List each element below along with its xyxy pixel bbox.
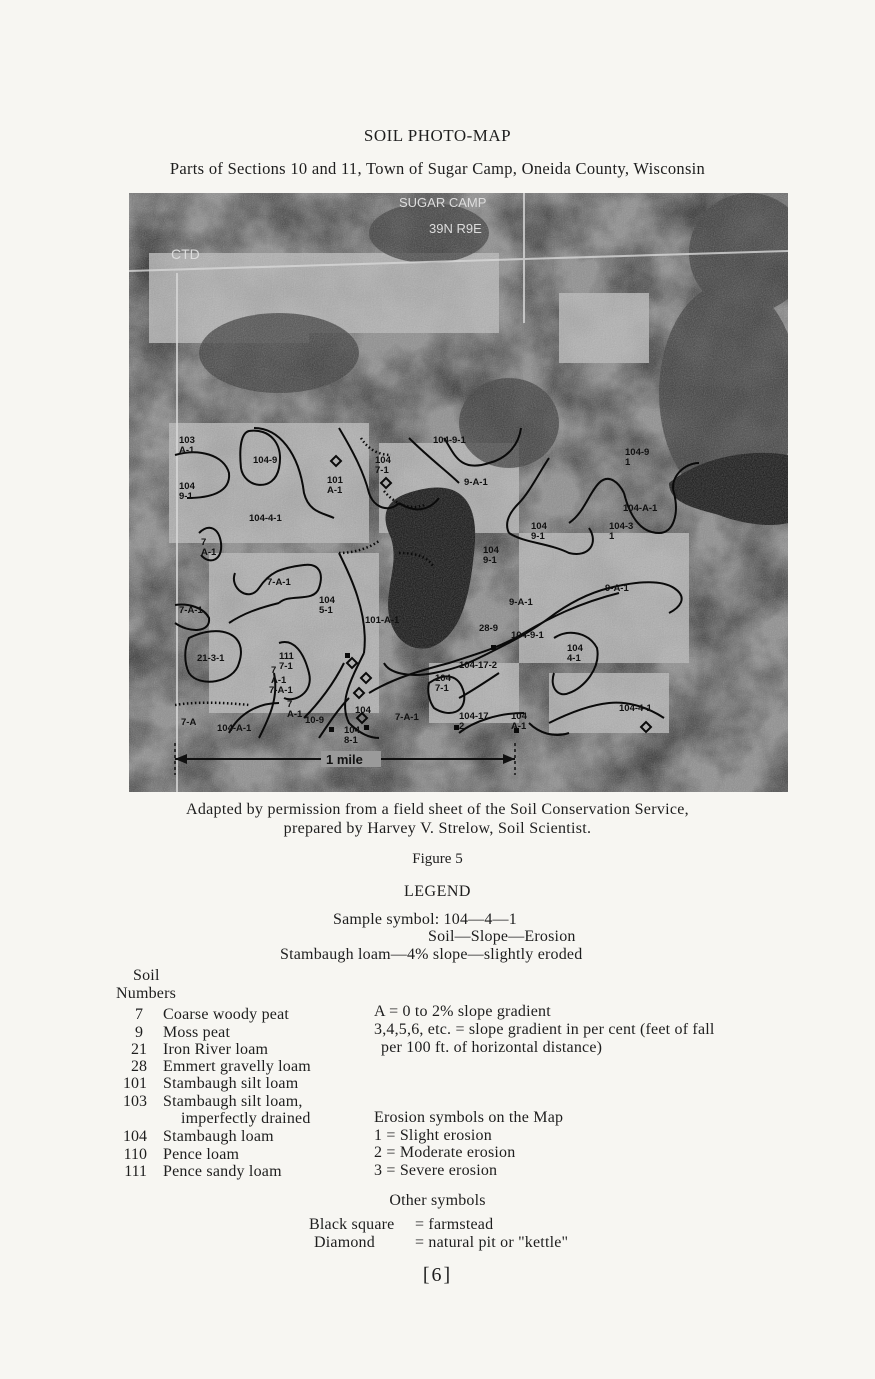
map-label: 104-17-2 [459, 660, 498, 671]
map-label: 7-A [181, 717, 197, 728]
map-label: 7 A-1 [201, 537, 217, 558]
soil-name-continued: imperfectly drained [181, 1110, 311, 1127]
other-symbol-key: Diamond [314, 1234, 375, 1251]
slope-a: A = 0 to 2% slope gradient [374, 1003, 551, 1020]
scale-label: 1 mile [326, 752, 363, 767]
soil-number: 101 [123, 1075, 147, 1092]
legend-heading: LEGEND [404, 883, 471, 900]
caption-line-2: prepared by Harvey V. Strelow, Soil Scientist. [283, 820, 592, 837]
map-label: 104 [355, 705, 371, 716]
map-label: 10-9 [305, 715, 325, 726]
soil-number: 9 [135, 1024, 143, 1041]
other-symbol-value: = farmstead [415, 1216, 494, 1233]
map-label: 9-A-1 [605, 583, 629, 594]
map-handwriting-top-2: 39N R9E [429, 221, 482, 236]
map-label: 104-3 1 [609, 521, 634, 542]
soil-number: 104 [123, 1128, 147, 1145]
map-label: 104 9-1 [483, 545, 499, 566]
slope-numbers-2: per 100 ft. of horizontal distance) [381, 1039, 603, 1056]
map-label: 9-A-1 [509, 597, 533, 608]
erosion-heading: Erosion symbols on the Map [374, 1109, 564, 1126]
map-handwriting-corner: CTD [171, 246, 200, 262]
erosion-item: 1 = Slight erosion [374, 1127, 492, 1144]
map-label: 7 A-1 [287, 699, 303, 720]
map-label: 101 A-1 [327, 475, 343, 496]
soil-number: 110 [123, 1146, 147, 1163]
map-label: 104-4-1 [249, 513, 282, 524]
sample-meaning: Stambaugh loam—4% slope—slightly eroded [280, 946, 583, 963]
soil-name: Stambaugh silt loam, [163, 1093, 303, 1110]
map-label: 7-A-1 [267, 577, 291, 588]
map-label: 104-9 1 [625, 447, 650, 468]
map-label: 104-A-1 [217, 723, 252, 734]
soil-name: Iron River loam [163, 1041, 269, 1058]
map-label: 9-A-1 [464, 477, 488, 488]
map-label: 28-9 [479, 623, 499, 634]
soil-header-2: Numbers [116, 985, 177, 1002]
other-symbols-heading: Other symbols [389, 1192, 486, 1209]
soil-name: Stambaugh loam [163, 1128, 274, 1145]
map-label: 104-9 [253, 455, 278, 466]
aerial-photo-map [129, 193, 788, 792]
map-label: 21-3-1 [197, 653, 225, 664]
soil-number: 21 [131, 1041, 147, 1058]
soil-name: Stambaugh silt loam [163, 1075, 299, 1092]
soil-name: Emmert gravelly loam [163, 1058, 311, 1075]
map-label: 104 4-1 [567, 643, 583, 664]
page-subtitle: Parts of Sections 10 and 11, Town of Sugar Camp, Oneida County, Wisconsin [169, 159, 706, 178]
map-label: 103 A-1 [179, 435, 195, 456]
map-label: 7-A-1 [179, 605, 203, 616]
map-label: 104-9-1 [433, 435, 466, 446]
map-label: 104 9-1 [179, 481, 195, 502]
page-title: SOIL PHOTO-MAP [363, 126, 512, 145]
map-label: 104 5-1 [319, 595, 335, 616]
map-label: 7-A-1 [395, 712, 419, 723]
map-label: 104 8-1 [344, 725, 360, 746]
erosion-item: 3 = Severe erosion [374, 1162, 498, 1179]
soil-number: 7 [135, 1006, 143, 1023]
map-label: 7-A-1 [269, 685, 293, 696]
map-label: 104 A-1 [511, 711, 527, 732]
page-number: [6] [422, 1264, 453, 1286]
other-symbol-key: Black square [309, 1216, 395, 1233]
map-label: 104 7-1 [375, 455, 391, 476]
map-label: 101-A-1 [365, 615, 400, 626]
soil-name: Pence loam [163, 1146, 240, 1163]
soil-name: Pence sandy loam [163, 1163, 282, 1180]
map-label: 104-4-1 [619, 703, 652, 714]
map-label: 104-9-1 [511, 630, 544, 641]
soil-name: Moss peat [163, 1024, 231, 1041]
map-label: 7 A-1 [271, 665, 287, 686]
map-label: 104-A-1 [623, 503, 658, 514]
map-label: 104 7-1 [435, 673, 451, 694]
slope-numbers: 3,4,5,6, etc. = slope gradient in per cent (feet of fall [374, 1021, 715, 1038]
caption-line-1: Adapted by permission from a field sheet of the Soil Conservation Service, [186, 801, 689, 818]
sample-symbol: Sample symbol: 104—4—1 [333, 911, 517, 928]
erosion-item: 2 = Moderate erosion [374, 1144, 516, 1161]
map-label: 104 9-1 [531, 521, 547, 542]
map-handwriting-top: SUGAR CAMP [399, 195, 487, 210]
soil-header: Soil [133, 967, 160, 984]
map-label: 111 7-1 [279, 651, 294, 672]
soil-number: 28 [131, 1058, 147, 1075]
map-label: 104-17 2 [459, 711, 489, 732]
soil-name: Coarse woody peat [163, 1006, 290, 1023]
figure-label: Figure 5 [412, 851, 463, 867]
sample-parts: Soil—Slope—Erosion [428, 928, 576, 945]
soil-number: 103 [123, 1093, 147, 1110]
soil-number: 111 [124, 1163, 147, 1180]
other-symbol-value: = natural pit or "kettle" [415, 1234, 569, 1251]
